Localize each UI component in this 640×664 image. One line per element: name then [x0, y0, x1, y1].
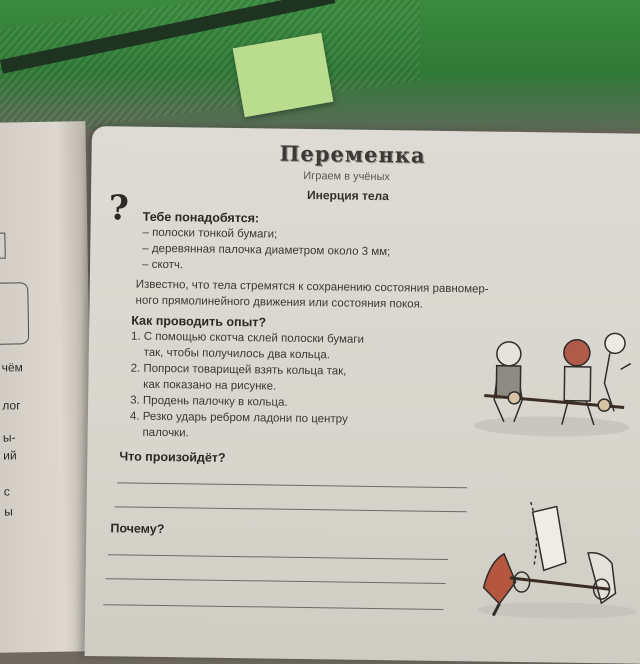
- materials-block: [142, 209, 391, 276]
- question-why: Почему?: [110, 521, 165, 537]
- howto-heading: Как проводить опыт?: [131, 313, 267, 330]
- left-page-fragment: с: [3, 484, 10, 499]
- left-page-fragment: чём: [1, 360, 23, 375]
- hand-chop-illustration: [469, 491, 640, 623]
- step-item: палочки.: [129, 426, 189, 440]
- steps-list: [130, 329, 364, 444]
- question-what-happens: Что произойдёт?: [119, 449, 226, 465]
- step-item: 2. Попроси товарищей взять кольца так,: [130, 362, 347, 378]
- howto-block: [130, 313, 365, 444]
- intro-paragraph: [135, 277, 488, 314]
- page-title: Инерция тела: [306, 188, 389, 204]
- left-page-frame: [0, 282, 29, 345]
- question-mark-icon: ?: [108, 188, 130, 229]
- section-logo: Переменка: [279, 140, 426, 168]
- left-page-fragment: ы-: [2, 430, 16, 445]
- intro-line: ного прямолинейного движения или состояния покоя.: [135, 294, 424, 311]
- left-page-fragment: ий: [3, 448, 17, 463]
- materials-heading: Тебе понадобятся:: [142, 209, 260, 226]
- section-subtitle: Играем в учёных: [303, 169, 391, 184]
- materials-item: – скотч.: [141, 258, 184, 272]
- materials-item: – деревянная палочка диаметром около 3 мм;: [142, 242, 391, 259]
- answer-line: [108, 554, 448, 560]
- answer-line: [103, 604, 443, 610]
- answer-line: [117, 482, 467, 488]
- workbook-page: [85, 126, 640, 664]
- left-page: [0, 121, 95, 653]
- step-item: 3. Продень палочку в кольца.: [130, 394, 288, 409]
- answer-line: [115, 506, 467, 512]
- intro-line: Известно, что тела стремятся к сохранению состояния равномер-: [135, 278, 489, 296]
- step-item: как показано на рисунке.: [130, 378, 277, 393]
- kids-holding-stick-illustration: [464, 321, 640, 443]
- step-item: 4. Резко ударь ребром ладони по центру: [129, 410, 348, 426]
- step-item: так, чтобы получилось два кольца.: [130, 346, 331, 362]
- step-item: 1. С помощью скотча склей полоски бумаги: [130, 330, 365, 346]
- left-page-box: [0, 233, 6, 259]
- left-page-fragment: лог: [2, 398, 21, 413]
- answer-line: [106, 578, 446, 584]
- materials-item: – полоски тонкой бумаги;: [142, 226, 278, 241]
- left-page-fragment: ы: [4, 504, 13, 519]
